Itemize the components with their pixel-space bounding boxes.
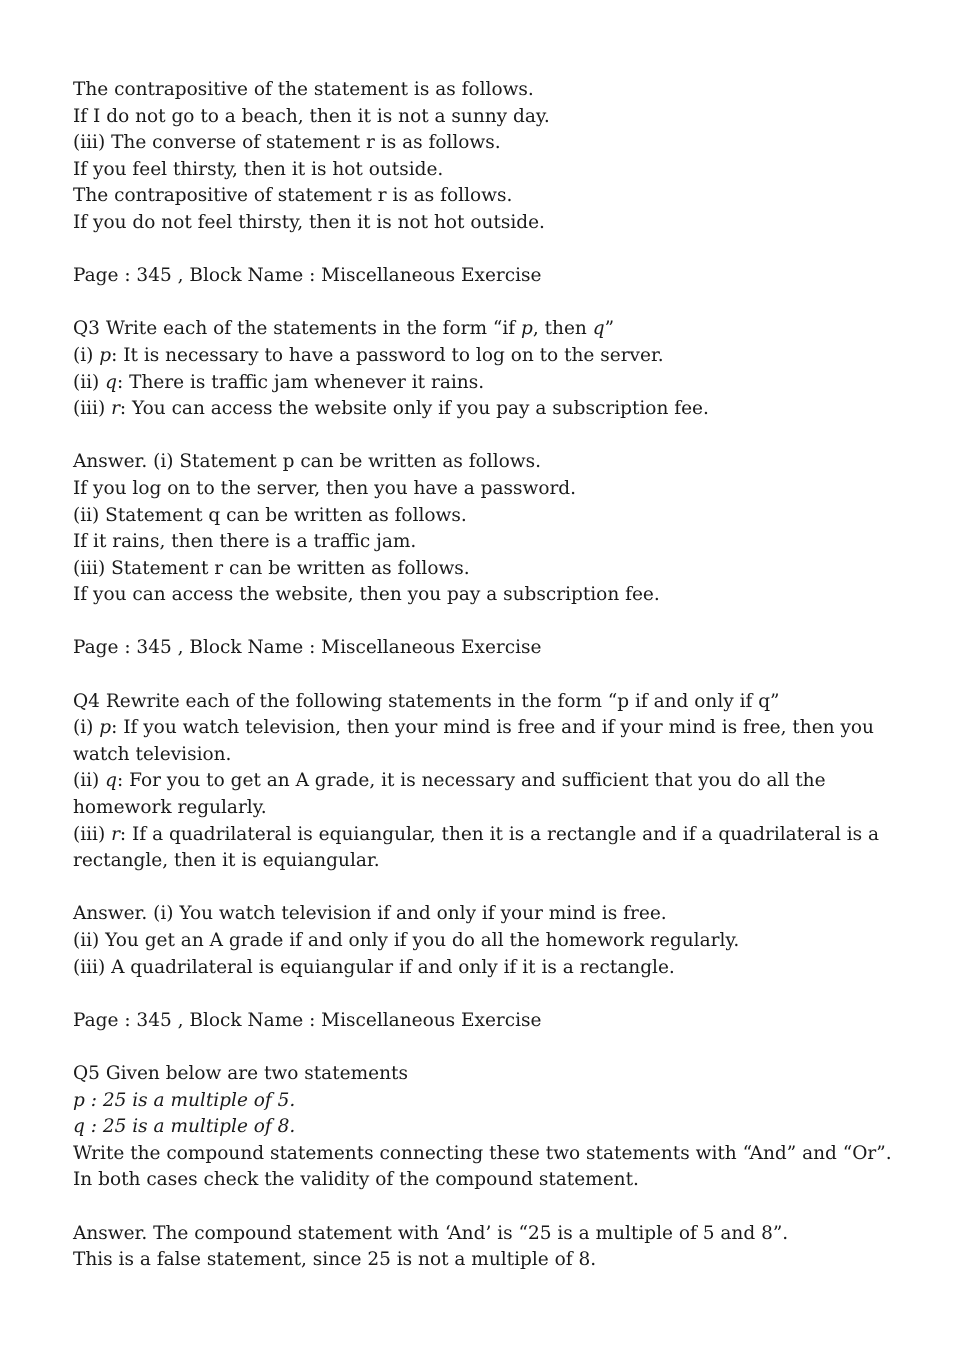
variable-p: p [521, 318, 533, 340]
spacer [73, 290, 903, 317]
item-text: : It is necessary to have a password to log on to the server. [111, 344, 664, 366]
answer-line: (ii) Statement q can be written as follows. [73, 504, 467, 526]
item-variable: r [111, 823, 120, 845]
document-body [73, 77, 903, 1274]
answer-line: Answer. The compound statement with ‘And’ is “25 is a multiple of 5 and 8”. [73, 1222, 789, 1244]
spacer [73, 423, 903, 450]
item-text: : You can access the website only if you pay a subscription fee. [119, 398, 709, 420]
answer-line: If you log on to the server, then you have a password. [73, 477, 577, 499]
spacer [73, 1194, 903, 1221]
item-prefix: (ii) [73, 371, 106, 393]
item-prefix: (iii) [73, 823, 112, 845]
answer-line: If you can access the website, then you pay a subscription fee. [73, 584, 660, 606]
question-title: Q5 Given below are two statements [73, 1062, 408, 1084]
item-variable: p [99, 717, 112, 739]
question-item [73, 822, 903, 875]
question-item [73, 768, 903, 821]
question-title-prefix: Q3 Write each of the statements in the form “if [73, 318, 522, 340]
answer-5 [73, 1221, 903, 1274]
item-text: : If a quadrilateral is equiangular, then it is a rectangle and if a quadrilateral is a rectangle, then it is equiangular. [73, 823, 880, 872]
item-prefix: (ii) [73, 770, 106, 792]
item-text: : There is traffic jam whenever it rains. [117, 371, 485, 393]
text-line: The contrapositive of the statement is as follows. [73, 79, 534, 100]
contrapositive-block [73, 77, 903, 237]
spacer [73, 662, 903, 689]
question-line: In both cases check the validity of the compound statement. [73, 1169, 639, 1191]
question-title-suffix: ” [604, 318, 615, 340]
item-prefix: (i) [73, 344, 100, 366]
answer-line: (ii) You get an A grade if and only if you do all the homework regularly. [73, 930, 740, 951]
question-title: Q4 Rewrite each of the following statements in the form “p if and only if q” [73, 690, 780, 712]
item-prefix: (i) [73, 717, 100, 739]
text-line: If I do not go to a beach, then it is not a sunny day. [73, 105, 550, 127]
item-variable: p [99, 344, 112, 366]
text-line: (iii) The converse of statement r is as follows. [73, 132, 501, 154]
item-prefix: (iii) [73, 398, 112, 420]
question-item [73, 396, 903, 423]
item-text: : If you watch television, then your mind is free and if your mind is free, then you watch television. [73, 717, 874, 765]
spacer [73, 237, 903, 264]
question-item [73, 715, 903, 768]
variable-q: q [592, 318, 605, 340]
question-line: Write the compound statements connecting these two statements with “And” and “Or”. [73, 1142, 892, 1164]
question-title [73, 316, 903, 343]
statement-p: p : 25 is a multiple of 5. [73, 1089, 296, 1111]
answer-3 [73, 449, 903, 609]
text-line: If you feel thirsty, then it is hot outside. [73, 158, 444, 180]
question-item [73, 370, 903, 397]
page-reference: Page : 345 , Block Name : Miscellaneous Exercise [73, 637, 542, 659]
answer-line: If it rains, then there is a traffic jam. [73, 531, 417, 553]
answer-4 [73, 901, 903, 981]
text-line: The contrapositive of statement r is as follows. [73, 185, 513, 207]
answer-line: (iii) A quadrilateral is equiangular if and only if it is a rectangle. [73, 956, 675, 978]
item-variable: q [105, 770, 117, 792]
spacer [73, 1034, 903, 1061]
question-item [73, 343, 903, 370]
text-line: If you do not feel thirsty, then it is not hot outside. [73, 211, 545, 233]
question-4 [73, 689, 903, 875]
spacer [73, 981, 903, 1008]
item-variable: r [111, 398, 120, 420]
answer-line: Answer. (i) Statement p can be written as follows. [73, 451, 541, 473]
question-3 [73, 316, 903, 422]
item-text: : For you to get an A grade, it is necessary and sufficient that you do all the homework regularly. [73, 770, 826, 819]
answer-line: This is a false statement, since 25 is not a multiple of 8. [73, 1249, 597, 1271]
question-5 [73, 1061, 903, 1194]
answer-line: Answer. (i) You watch television if and only if your mind is free. [73, 903, 667, 925]
item-variable: q [105, 371, 117, 393]
spacer [73, 609, 903, 636]
spacer [73, 875, 903, 902]
question-title-mid: , then [532, 318, 593, 340]
answer-line: (iii) Statement r can be written as follows. [73, 557, 470, 579]
statement-q: q : 25 is a multiple of 8. [73, 1116, 296, 1138]
page-reference: Page : 345 , Block Name : Miscellaneous Exercise [73, 1009, 542, 1031]
page-reference: Page : 345 , Block Name : Miscellaneous Exercise [73, 265, 542, 287]
